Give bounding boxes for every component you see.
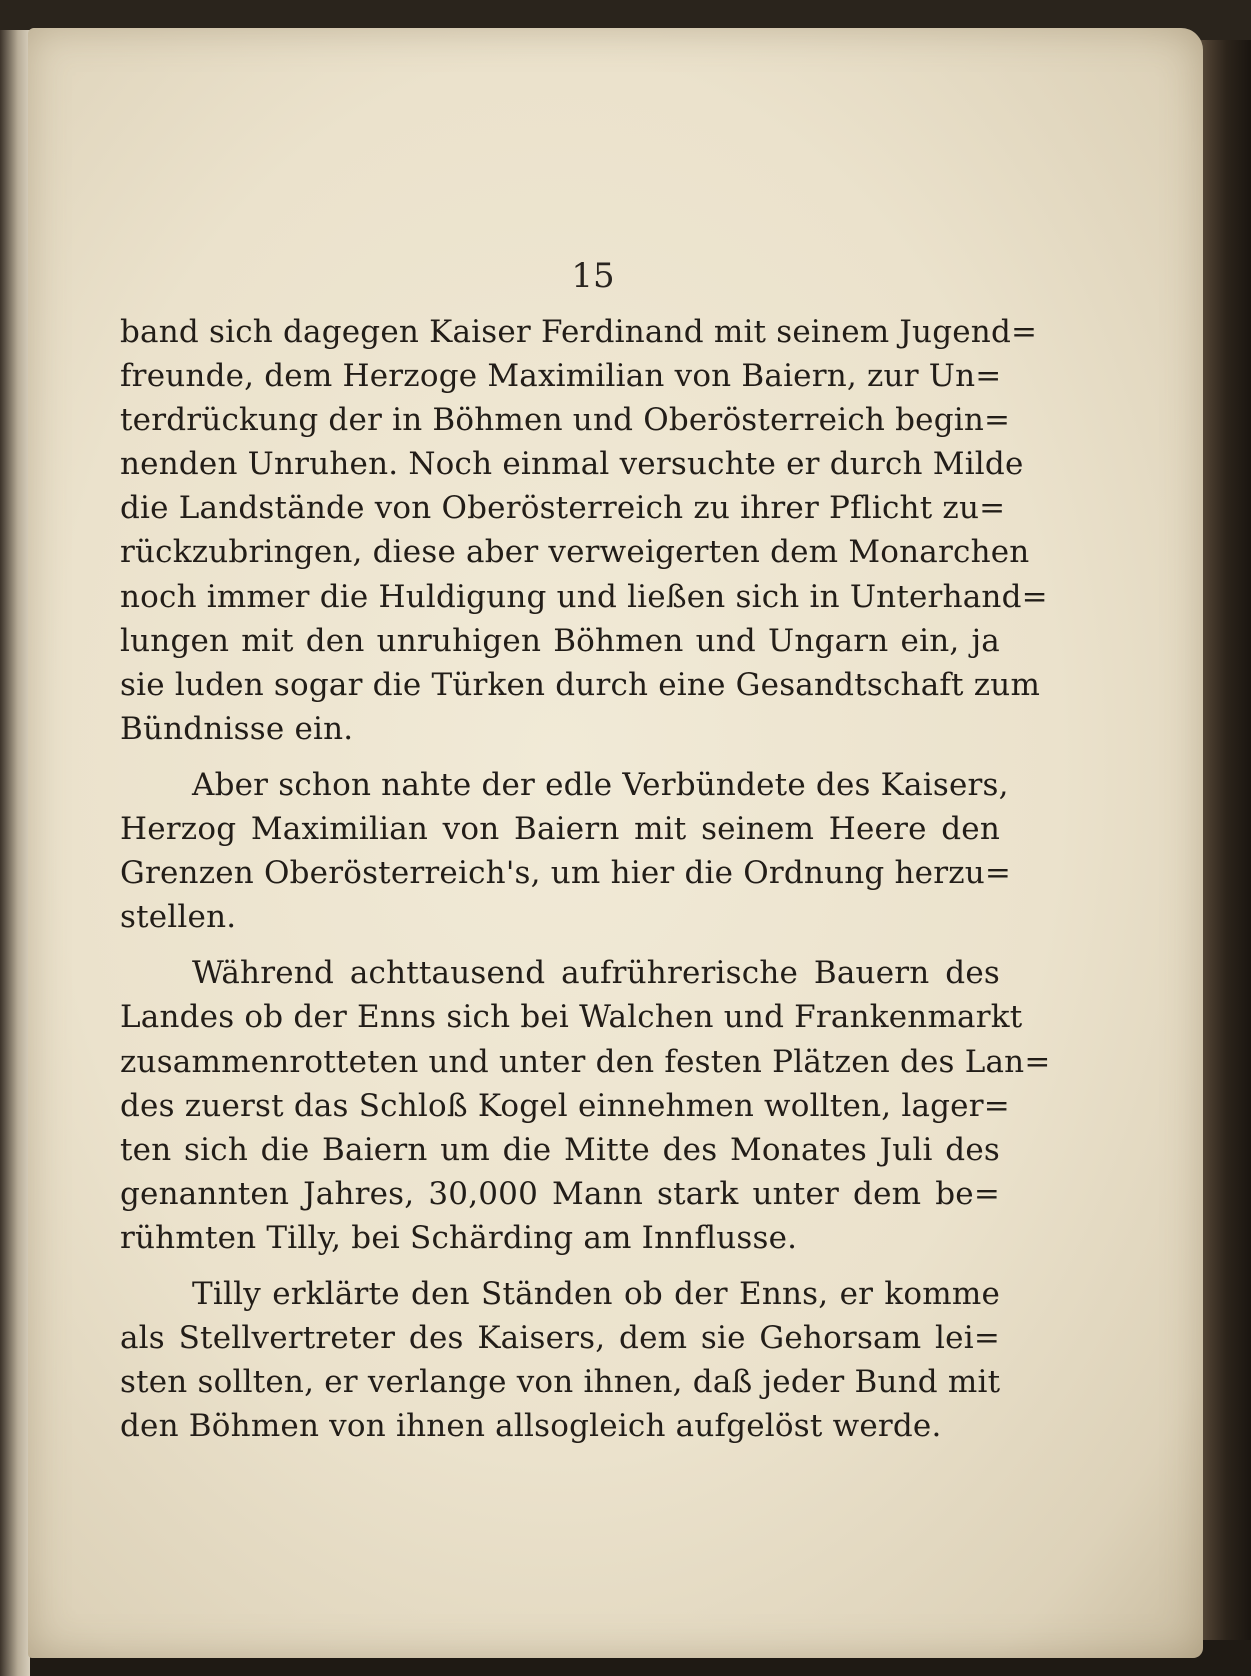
text-line: stellen. (120, 899, 237, 936)
page-number: 15 (571, 256, 615, 296)
text-line: Grenzen Oberösterreich's, um hier die Ordnung herzu= (120, 855, 1012, 892)
text-line: rühmten Tilly, bei Schärding am Innflusse. (120, 1219, 798, 1256)
paragraph-1 (120, 310, 1048, 751)
text-line: Herzog Maximilian von Baiern mit seinem Heere den (120, 811, 1000, 848)
text-line: noch immer die Huldigung und ließen sich in Unterhand= (120, 578, 1048, 615)
paragraph-2 (120, 763, 1012, 939)
text-line: nenden Unruhen. Noch einmal versuchte er durch Milde (120, 446, 1024, 483)
text-line: sie luden sogar die Türken durch eine Gesandtschaft zum (120, 666, 1041, 703)
page-body-text (120, 310, 1051, 1448)
text-line: zusammenrotteten und unter den festen Plätzen des Lan= (120, 1043, 1051, 1080)
text-line: den Böhmen von ihnen allsogleich aufgelöst werde. (120, 1408, 942, 1445)
text-line: die Landstände von Oberösterreich zu ihrer Pflicht zu= (120, 490, 1006, 527)
paragraph-3 (120, 951, 1051, 1260)
text-line: lungen mit den unruhigen Böhmen und Ungarn ein, ja (120, 622, 1000, 659)
binding-spine (0, 30, 30, 1676)
text-line: ten sich die Baiern um die Mitte des Monates Juli des (120, 1131, 1000, 1168)
text-line: band sich dagegen Kaiser Ferdinand mit seinem Jugend= (120, 314, 1038, 350)
text-line: als Stellvertreter des Kaisers, dem sie Gehorsam lei= (120, 1320, 1000, 1357)
paragraph-4 (120, 1272, 1000, 1448)
text-line: Landes ob der Enns sich bei Walchen und Frankenmarkt (120, 999, 1023, 1036)
text-line: sten sollten, er verlange von ihnen, daß jeder Bund mit (120, 1364, 1001, 1401)
text-line: genannten Jahres, 30,000 Mann stark unter dem be= (120, 1175, 1000, 1212)
text-line: rückzubringen, diese aber verweigerten dem Monarchen (120, 534, 1030, 571)
text-line: Bündnisse ein. (120, 710, 354, 747)
text-line: Tilly erklärte den Ständen ob der Enns, er komme (192, 1275, 1000, 1312)
text-line: freunde, dem Herzoge Maximilian von Baiern, zur Un= (120, 358, 1002, 395)
text-line: Aber schon nahte der edle Verbündete des Kaisers, (192, 766, 1009, 803)
text-line: des zuerst das Schloß Kogel einnehmen wollten, lager= (120, 1087, 1010, 1124)
text-line: Während achttausend aufrührerische Bauern des (192, 955, 1000, 992)
text-line: terdrückung der in Böhmen und Oberösterreich begin= (120, 402, 1011, 439)
